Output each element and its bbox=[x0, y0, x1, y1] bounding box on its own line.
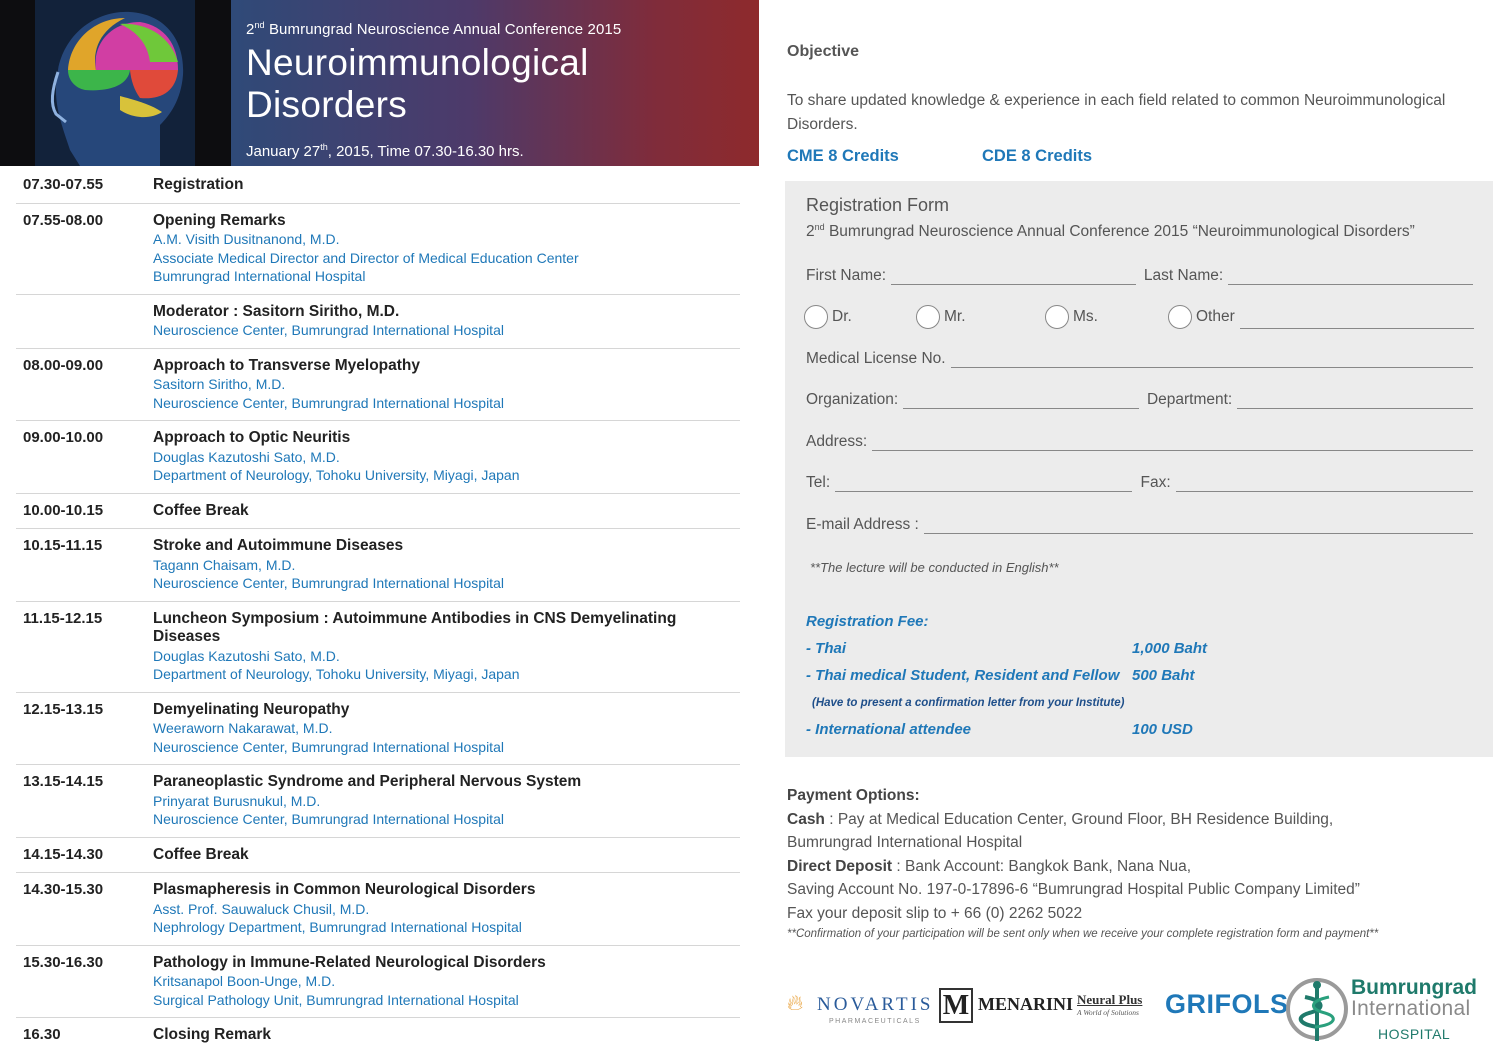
schedule-row bbox=[16, 421, 740, 494]
title-option-mr[interactable]: Mr. bbox=[916, 305, 966, 329]
session-affiliation: Neuroscience Center, Bumrungrad International Hospital bbox=[153, 322, 504, 338]
session-time bbox=[16, 303, 153, 340]
session-topic: Closing Remark bbox=[153, 1026, 272, 1043]
cash-text: : Pay at Medical Education Center, Ground Floor, BH Residence Building, bbox=[824, 810, 1334, 828]
session-topic: Opening Remarks bbox=[153, 211, 286, 229]
cash-text-2: Bumrungrad International Hospital bbox=[787, 834, 1023, 851]
fee-label: - Thai bbox=[806, 640, 846, 657]
session-affiliation: Surgical Pathology Unit, Bumrungrad International Hospital bbox=[153, 991, 519, 1008]
deposit-text: : Bank Account: Bangkok Bank, Nana Nua, bbox=[892, 857, 1192, 875]
session-time: 07.55-08.00 bbox=[23, 211, 104, 229]
session-speaker: Douglas Kazutoshi Sato, M.D. bbox=[153, 647, 340, 664]
license-field[interactable] bbox=[951, 354, 1473, 368]
session-time: 13.15-14.15 bbox=[23, 773, 104, 790]
email-line bbox=[806, 514, 1473, 534]
payment-options bbox=[787, 784, 1487, 925]
department-field[interactable] bbox=[1237, 395, 1473, 409]
fax-field[interactable] bbox=[1176, 478, 1473, 492]
fax-slip-text: Fax your deposit slip to + 66 (0) 2262 5022 bbox=[787, 904, 1083, 922]
session-time: 16.30 bbox=[23, 1026, 61, 1043]
session-affiliation: Neuroscience Center, Bumrungrad International Hospital bbox=[153, 811, 504, 827]
other-title-field[interactable] bbox=[1240, 315, 1474, 329]
conference-date: January 27th, 2015, Time 07.30-16.30 hrs. bbox=[246, 142, 524, 160]
last-name-label: Last Name: bbox=[1143, 267, 1224, 284]
session-affiliation: Neuroscience Center, Bumrungrad International Hospital bbox=[153, 738, 504, 755]
organization-field[interactable] bbox=[903, 395, 1139, 409]
title-option-other[interactable]: Other bbox=[1168, 305, 1474, 329]
schedule-row bbox=[16, 765, 740, 838]
session-affiliation: Nephrology Department, Bumrungrad International Hospital bbox=[153, 919, 522, 935]
session-speaker: A.M. Visith Dusitnanond, M.D. bbox=[153, 231, 340, 247]
session-speaker: Weeraworn Nakarawat, M.D. bbox=[153, 720, 333, 736]
schedule-table bbox=[16, 168, 740, 1044]
tel-line bbox=[806, 472, 1473, 492]
schedule-row bbox=[16, 349, 740, 422]
session-speaker: Sasitorn Siritho, M.D. bbox=[153, 376, 286, 392]
last-name-field[interactable] bbox=[1228, 271, 1473, 285]
sponsor-logos bbox=[787, 975, 1487, 1044]
session-time: 11.15-12.15 bbox=[23, 609, 103, 627]
fax-label: Fax: bbox=[1140, 474, 1171, 491]
session-speaker: Asst. Prof. Sauwaluck Chusil, M.D. bbox=[153, 900, 370, 917]
objective-text: To share updated knowledge & experience in each field related to common Neuroimmunological Disorders. bbox=[787, 92, 1446, 133]
grifols-logo: GRIFOLS bbox=[1165, 989, 1289, 1019]
address-label: Address: bbox=[806, 433, 868, 450]
radio-circle-icon[interactable] bbox=[1168, 305, 1192, 329]
session-time: 14.30-15.30 bbox=[23, 881, 104, 898]
session-speaker: Kritsanapol Boon-Unge, M.D. bbox=[153, 973, 336, 989]
deposit-label: Direct Deposit bbox=[787, 857, 893, 875]
fee-title: Registration Fee: bbox=[806, 613, 929, 630]
fee-label: - Thai medical Student, Resident and Fellow bbox=[806, 667, 1120, 684]
neural-plus-logo: Neural Plus A World of Solutions bbox=[1077, 992, 1143, 1017]
session-affiliation: Department of Neurology, Tohoku University, Miyagi, Japan bbox=[153, 666, 520, 682]
menarini-mark-icon: M bbox=[939, 988, 973, 1023]
cde-credits: CDE 8 Credits bbox=[982, 147, 1093, 165]
conference-venue: Conference Center, 21st Floor, Bumrungrad International Clinic Building bbox=[246, 169, 718, 187]
license-label: Medical License No. bbox=[806, 350, 946, 367]
session-time: 15.30-16.30 bbox=[23, 953, 104, 971]
cme-credits: CME 8 Credits bbox=[787, 147, 899, 165]
organization-label: Organization: bbox=[806, 391, 899, 408]
first-name-field[interactable] bbox=[891, 271, 1136, 285]
schedule-row bbox=[16, 1018, 740, 1044]
session-topic: Coffee Break bbox=[153, 501, 249, 519]
radio-circle-icon[interactable] bbox=[804, 305, 828, 329]
schedule-row bbox=[16, 946, 740, 1019]
session-topic: Approach to Transverse Myelopathy bbox=[153, 356, 421, 374]
session-affiliation: Associate Medical Director and Director of Medical Education Center bbox=[153, 249, 579, 266]
fee-row bbox=[806, 721, 1193, 738]
schedule-row bbox=[16, 168, 740, 204]
schedule-row bbox=[16, 529, 740, 602]
fee-label: - International attendee bbox=[806, 721, 972, 738]
schedule-row bbox=[16, 838, 740, 874]
session-topic: Paraneoplastic Syndrome and Peripheral Nervous System bbox=[153, 773, 582, 790]
tel-label: Tel: bbox=[806, 474, 831, 491]
session-affiliation: Department of Neurology, Tohoku University, Miyagi, Japan bbox=[153, 467, 520, 483]
fee-price: 500 Baht bbox=[1132, 667, 1195, 684]
radio-circle-icon[interactable] bbox=[916, 305, 940, 329]
flame-icon: 🔥︎ bbox=[787, 990, 804, 1015]
conference-banner bbox=[231, 0, 759, 187]
session-topic: Luncheon Symposium : Autoimmune Antibodies in CNS Demyelinating Diseases bbox=[153, 609, 677, 645]
fee-price: 100 USD bbox=[1132, 721, 1193, 738]
first-name-label: First Name: bbox=[806, 267, 887, 284]
payment-title: Payment Options: bbox=[787, 787, 920, 804]
session-topic: Plasmapheresis in Common Neurological Disorders bbox=[153, 881, 536, 898]
session-topic: Moderator : Sasitorn Siritho, M.D. bbox=[153, 302, 400, 320]
email-label: E-mail Address : bbox=[806, 516, 919, 533]
form-title: Registration Form bbox=[806, 195, 950, 215]
title-options bbox=[804, 305, 1474, 331]
schedule-row bbox=[16, 873, 740, 946]
session-time: 12.15-13.15 bbox=[23, 700, 104, 718]
schedule-row bbox=[16, 204, 740, 295]
caduceus-icon bbox=[1285, 975, 1349, 1044]
session-time: 07.30-07.55 bbox=[23, 176, 104, 193]
session-topic: Stroke and Autoimmune Diseases bbox=[153, 537, 404, 554]
session-time: 08.00-09.00 bbox=[23, 356, 104, 374]
fee-price: 1,000 Baht bbox=[1132, 640, 1208, 657]
fee-note: (Have to present a confirmation letter from your Institute) bbox=[812, 697, 1125, 709]
schedule-row bbox=[16, 295, 740, 349]
language-note: **The lecture will be conducted in English** bbox=[810, 560, 1059, 575]
license-line bbox=[806, 348, 1473, 368]
schedule-row bbox=[16, 494, 740, 530]
session-time: 10.00-10.15 bbox=[23, 501, 104, 519]
session-speaker: Tagann Chaisam, M.D. bbox=[153, 556, 296, 573]
registration-form bbox=[785, 181, 1493, 757]
session-affiliation: Neuroscience Center, Bumrungrad International Hospital bbox=[153, 394, 504, 411]
department-label: Department: bbox=[1146, 391, 1233, 408]
deposit-text-2: Saving Account No. 197-0-17896-6 “Bumrungrad Hospital Public Company Limited” bbox=[787, 881, 1360, 898]
title-option-ms[interactable]: Ms. bbox=[1045, 305, 1098, 329]
session-time: 09.00-10.00 bbox=[23, 429, 104, 446]
email-field[interactable] bbox=[924, 520, 1473, 534]
session-affiliation: Neuroscience Center, Bumrungrad International Hospital bbox=[153, 575, 504, 591]
session-topic: Pathology in Immune-Related Neurological Disorders bbox=[153, 953, 546, 971]
session-topic: Demyelinating Neuropathy bbox=[153, 700, 350, 718]
title-option-dr[interactable]: Dr. bbox=[804, 305, 852, 329]
brain-scan-image bbox=[0, 0, 231, 166]
fee-row bbox=[806, 640, 1208, 657]
novartis-logo: 🔥︎ NOVARTIS PHARMACEUTICALS bbox=[787, 990, 934, 1025]
session-speaker: Prinyarat Burusnukul, M.D. bbox=[153, 792, 321, 809]
bumrungrad-logo: Bumrungrad International HOSPITAL bbox=[1285, 975, 1485, 1044]
conference-title: Neuroimmunological Disorders bbox=[246, 42, 589, 125]
session-speaker: Douglas Kazutoshi Sato, M.D. bbox=[153, 448, 340, 465]
session-topic: Approach to Optic Neuritis bbox=[153, 429, 351, 446]
menarini-logo: M MENARINI bbox=[939, 988, 1067, 1024]
schedule-row bbox=[16, 602, 740, 693]
cash-label: Cash bbox=[787, 810, 825, 828]
schedule-row bbox=[16, 693, 740, 766]
session-affiliation: Bumrungrad International Hospital bbox=[153, 268, 366, 284]
conference-edition: 2nd Bumrungrad Neuroscience Annual Conference 2015 bbox=[246, 20, 622, 38]
session-time: 10.15-11.15 bbox=[23, 537, 103, 554]
name-line bbox=[806, 265, 1473, 285]
payment-note: **Confirmation of your participation will be sent only when we receive your complete registration form and payment** bbox=[787, 928, 1379, 940]
objective-title: Objective bbox=[787, 43, 860, 60]
tel-field[interactable] bbox=[835, 478, 1132, 492]
session-topic: Registration bbox=[153, 176, 244, 193]
session-time: 14.15-14.30 bbox=[23, 845, 104, 863]
organization-line bbox=[806, 389, 1473, 409]
fee-row bbox=[806, 667, 1195, 684]
form-subtitle: 2nd Bumrungrad Neuroscience Annual Conference 2015 “Neuroimmunological Disorders” bbox=[806, 222, 1415, 241]
credits bbox=[787, 147, 1093, 166]
session-topic: Coffee Break bbox=[153, 845, 249, 863]
address-field[interactable] bbox=[872, 437, 1473, 451]
radio-circle-icon[interactable] bbox=[1045, 305, 1069, 329]
address-line bbox=[806, 431, 1473, 451]
